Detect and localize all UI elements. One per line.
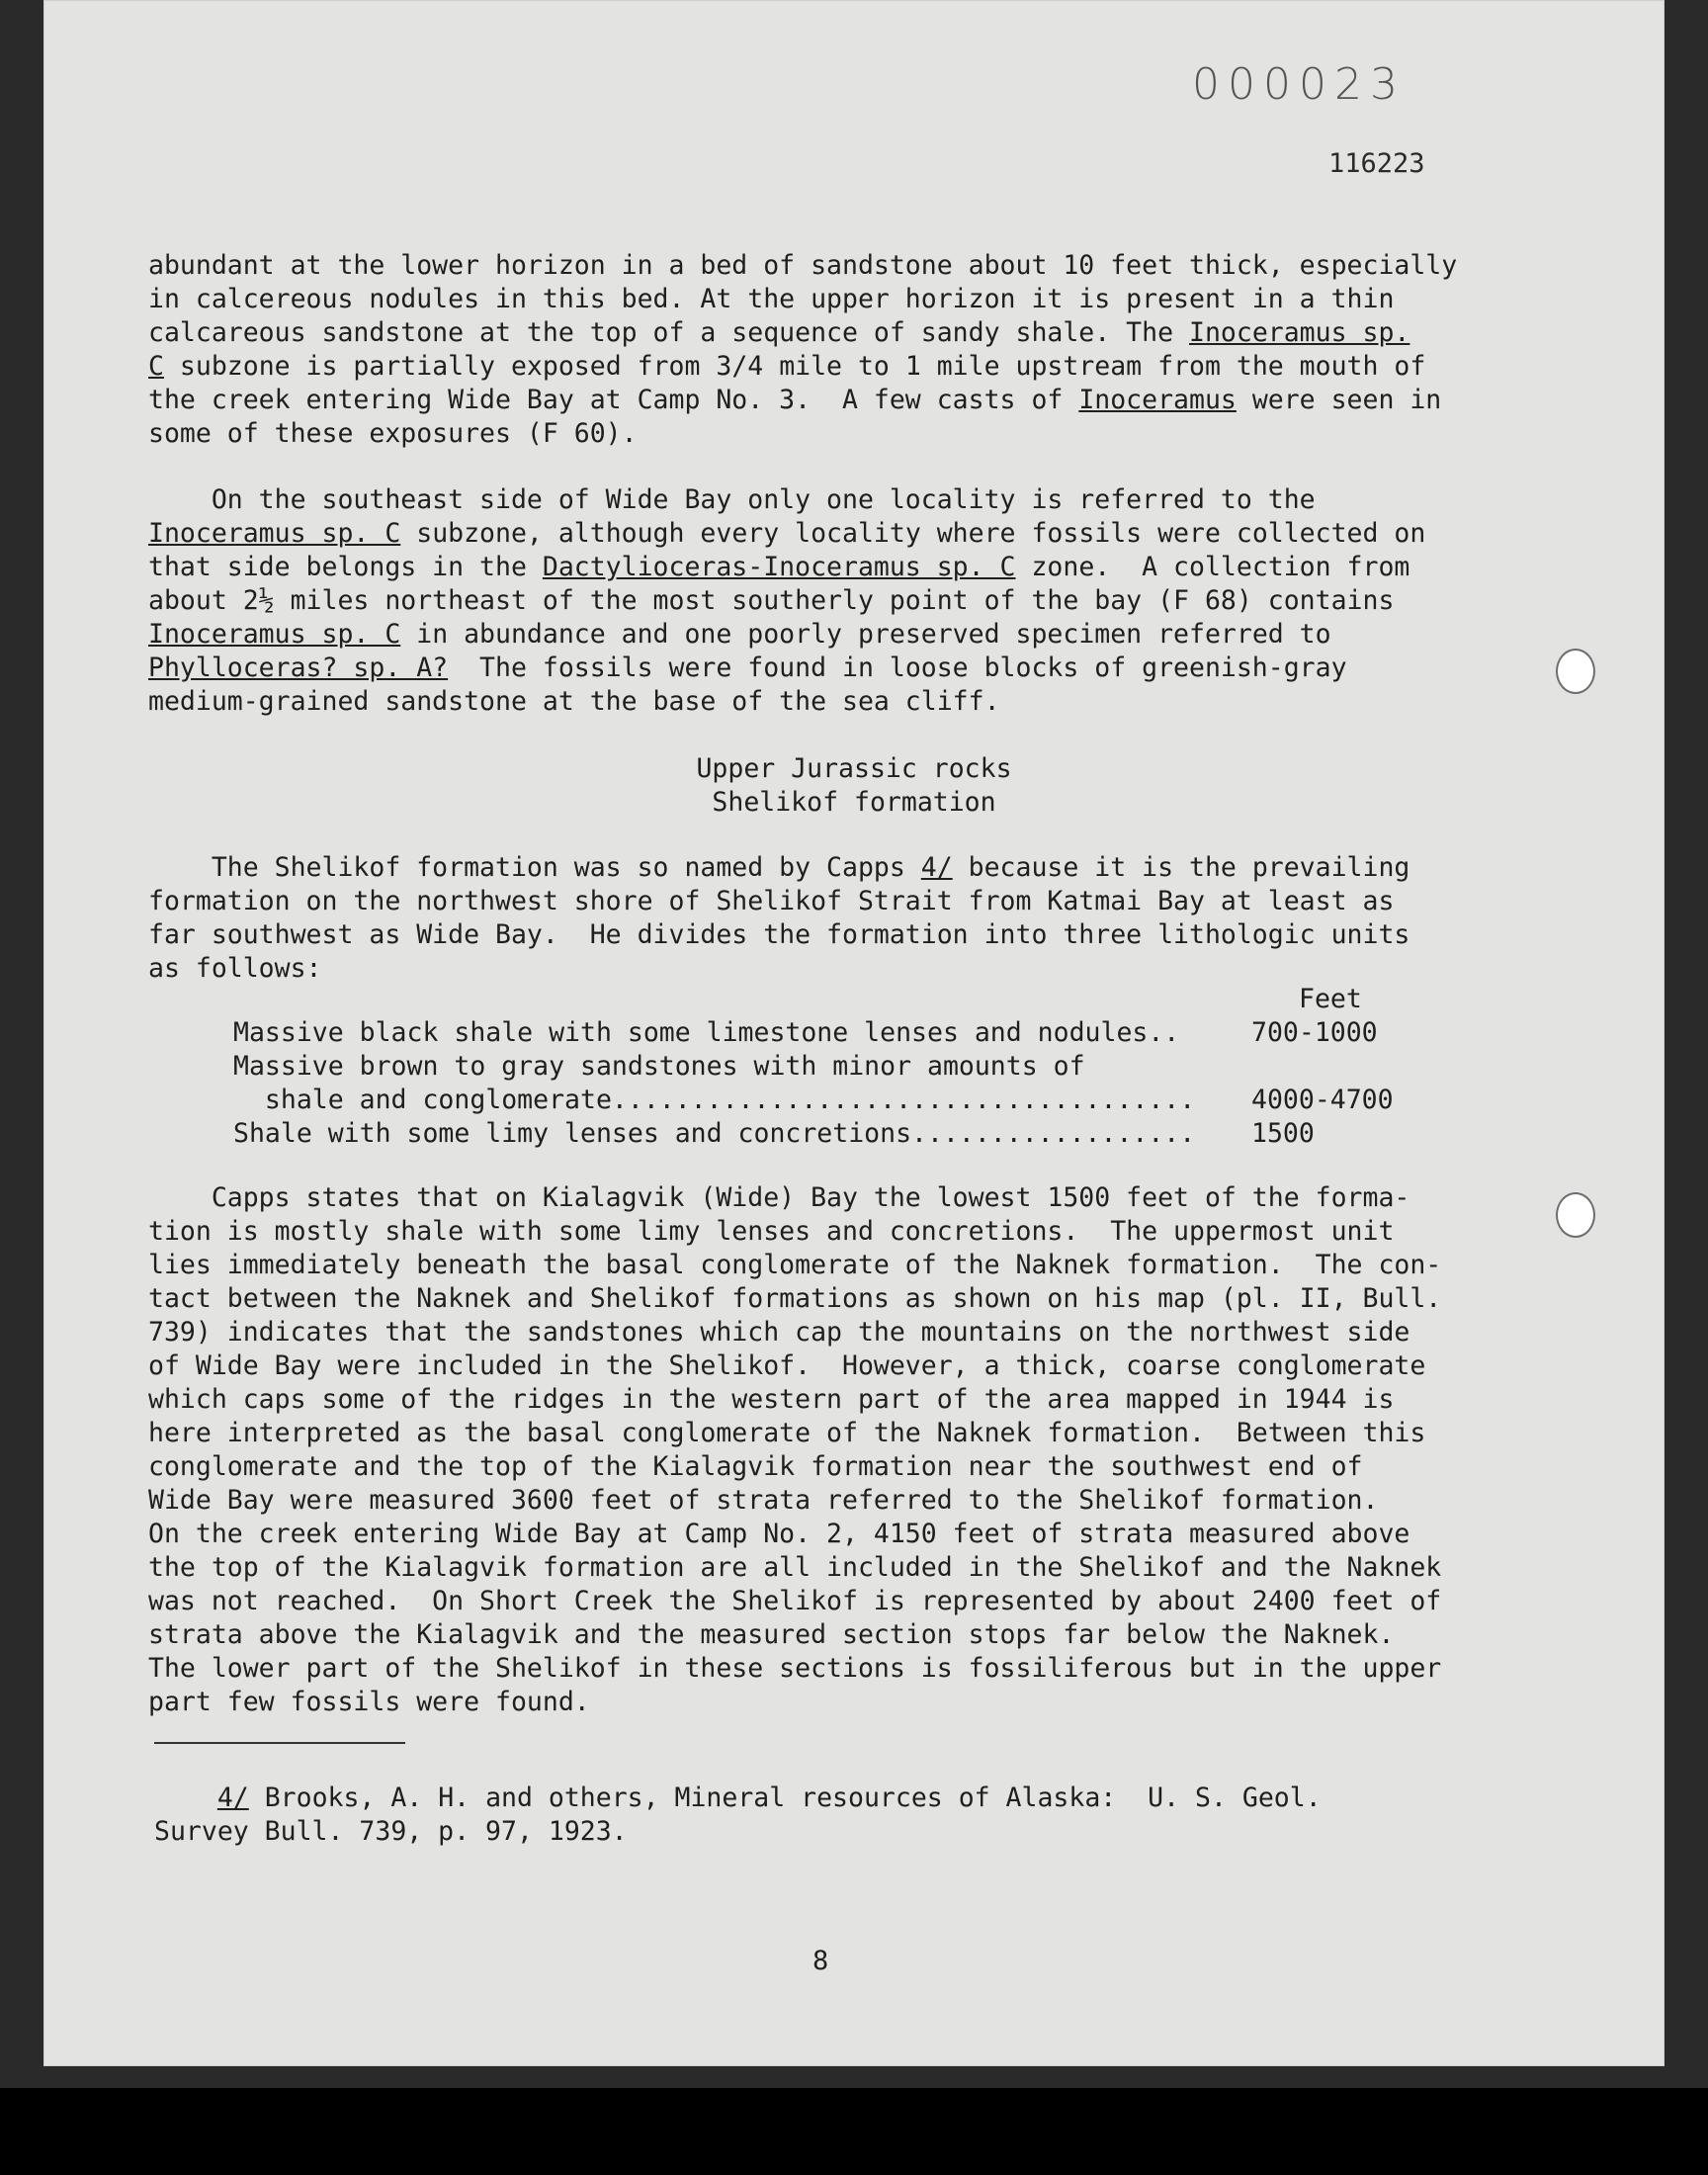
column-header: Feet [1299,984,1362,1014]
taxon-name: Phylloceras? sp. A? [148,652,449,683]
paragraph-1 [148,249,1532,451]
line: medium-grained sandstone at the base of the sea cliff. [148,686,1000,717]
footnote-ref: 4/ [920,852,953,883]
document-number: 116223 [1328,148,1425,179]
taxon-name: C [148,351,164,382]
page-number: 8 [812,1946,829,1976]
punch-hole-lower [1556,1192,1595,1238]
table-cell: Shale with some limy lenses and concretions.................. [233,1118,1196,1149]
taxon-name: Inoceramus [1078,385,1237,415]
line: The lower part of the Shelikof in these sections is fossiliferous but in the upper [148,1653,1442,1684]
line: the top of the Kialagvik formation are all included in the Shelikof and the Naknek [148,1552,1442,1583]
line: On the creek entering Wide Bay at Camp No. 2, 4150 feet of strata measured above [148,1519,1410,1549]
taxon-name: Inoceramus sp. [1189,317,1410,348]
paragraph-4 [148,1181,1532,1719]
line: conglomerate and the top of the Kialagvik formation near the southwest end of [148,1451,1363,1482]
line: 739) indicates that the sandstones which cap the mountains on the northwest side [148,1317,1410,1348]
section-subheading: Shelikof formation [712,787,996,818]
line: that side belongs in the [148,552,543,582]
line: part few fossils were found. [148,1687,590,1717]
line: the creek entering Wide Bay at Camp No. 3. A few casts of [148,385,1079,415]
scanner-background [0,2088,1708,2175]
line: Survey Bull. 739, p. 97, 1923. [154,1816,628,1847]
line: subzone is partially exposed from 3/4 mile to 1 mile upstream from the mouth of [163,351,1426,382]
taxon-name: Inoceramus sp. C [148,518,401,549]
line: were seen in [1236,385,1442,415]
punch-hole-upper [1556,649,1595,694]
line: about 2½ miles northeast of the most southerly point of the bay (F 68) contains [148,585,1395,616]
line: Capps states that on Kialagvik (Wide) Bay the lowest 1500 feet of the forma- [148,1182,1410,1213]
units-table-desc [233,1016,1251,1151]
line: calcareous sandstone at the top of a sequence of sandy shale. The [148,317,1189,348]
table-cell: Massive black shale with some limestone lenses and nodules.. [233,1017,1180,1048]
line: Wide Bay were measured 3600 feet of strata referred to the Shelikof formation. [148,1485,1379,1516]
line: lies immediately beneath the basal conglomerate of the Naknek formation. The con- [148,1250,1442,1280]
line: tact between the Naknek and Shelikof formations as shown on his map (pl. II, Bull. [148,1283,1442,1314]
table-cell: 700-1000 [1251,1017,1378,1048]
taxon-name: Dactylioceras-Inoceramus sp. C [542,552,1016,582]
line: in abundance and one poorly preserved specimen referred to [400,619,1331,650]
line: Brooks, A. H. and others, Mineral resources of Alaska: U. S. Geol. [248,1783,1322,1813]
line: subzone, although every locality where fossils were collected on [400,518,1426,549]
table-cell: shale and conglomerate..................................... [233,1085,1196,1115]
line: which caps some of the ridges in the western part of the area mapped in 1944 is [148,1384,1395,1415]
table-cell: Massive brown to gray sandstones with minor amounts of [233,1051,1085,1082]
line: as follows: [148,953,322,984]
line: far southwest as Wide Bay. He divides the formation into three lithologic units [148,919,1410,950]
line: strata above the Kialagvik and the measured section stops far below the Naknek. [148,1619,1395,1650]
table-cell: 4000-4700 [1251,1085,1394,1115]
line: On the southeast side of Wide Bay only one locality is referred to the [148,484,1316,515]
line: tion is mostly shale with some limy lenses and concretions. The uppermost unit [148,1216,1395,1247]
paragraph-3 [148,851,1532,986]
units-table-header [1299,983,1417,1016]
line: in calcereous nodules in this bed. At the upper horizon it is present in a thin [148,284,1395,314]
line: formation on the northwest shore of Shelikof Strait from Katmai Bay at least as [148,886,1395,916]
line: was not reached. On Short Creek the Shelikof is represented by about 2400 feet of [148,1586,1442,1616]
footnote-mark: 4/ [216,1783,249,1813]
line: of Wide Bay were included in the Shelikof. However, a thick, coarse conglomerate [148,1350,1426,1381]
paragraph-2 [148,483,1532,719]
line: some of these exposures (F 60). [148,418,638,449]
table-cell: 1500 [1251,1118,1315,1149]
line: zone. A collection from [1015,552,1410,582]
units-table-values [1251,1016,1419,1151]
section-heading: Upper Jurassic rocks [696,753,1012,784]
line: The Shelikof formation was so named by Capps [148,852,921,883]
footnote-divider [154,1742,405,1744]
line: The fossils were found in loose blocks of greenish-gray [448,652,1347,683]
stamp-number: 000023 [1192,59,1406,110]
line: because it is the prevailing [952,852,1410,883]
line: here interpreted as the basal conglomerate of the Naknek formation. Between this [148,1418,1426,1448]
footnote [154,1782,1538,1849]
taxon-name: Inoceramus sp. C [148,619,401,650]
line: abundant at the lower horizon in a bed of sandstone about 10 feet thick, especially [148,250,1458,281]
